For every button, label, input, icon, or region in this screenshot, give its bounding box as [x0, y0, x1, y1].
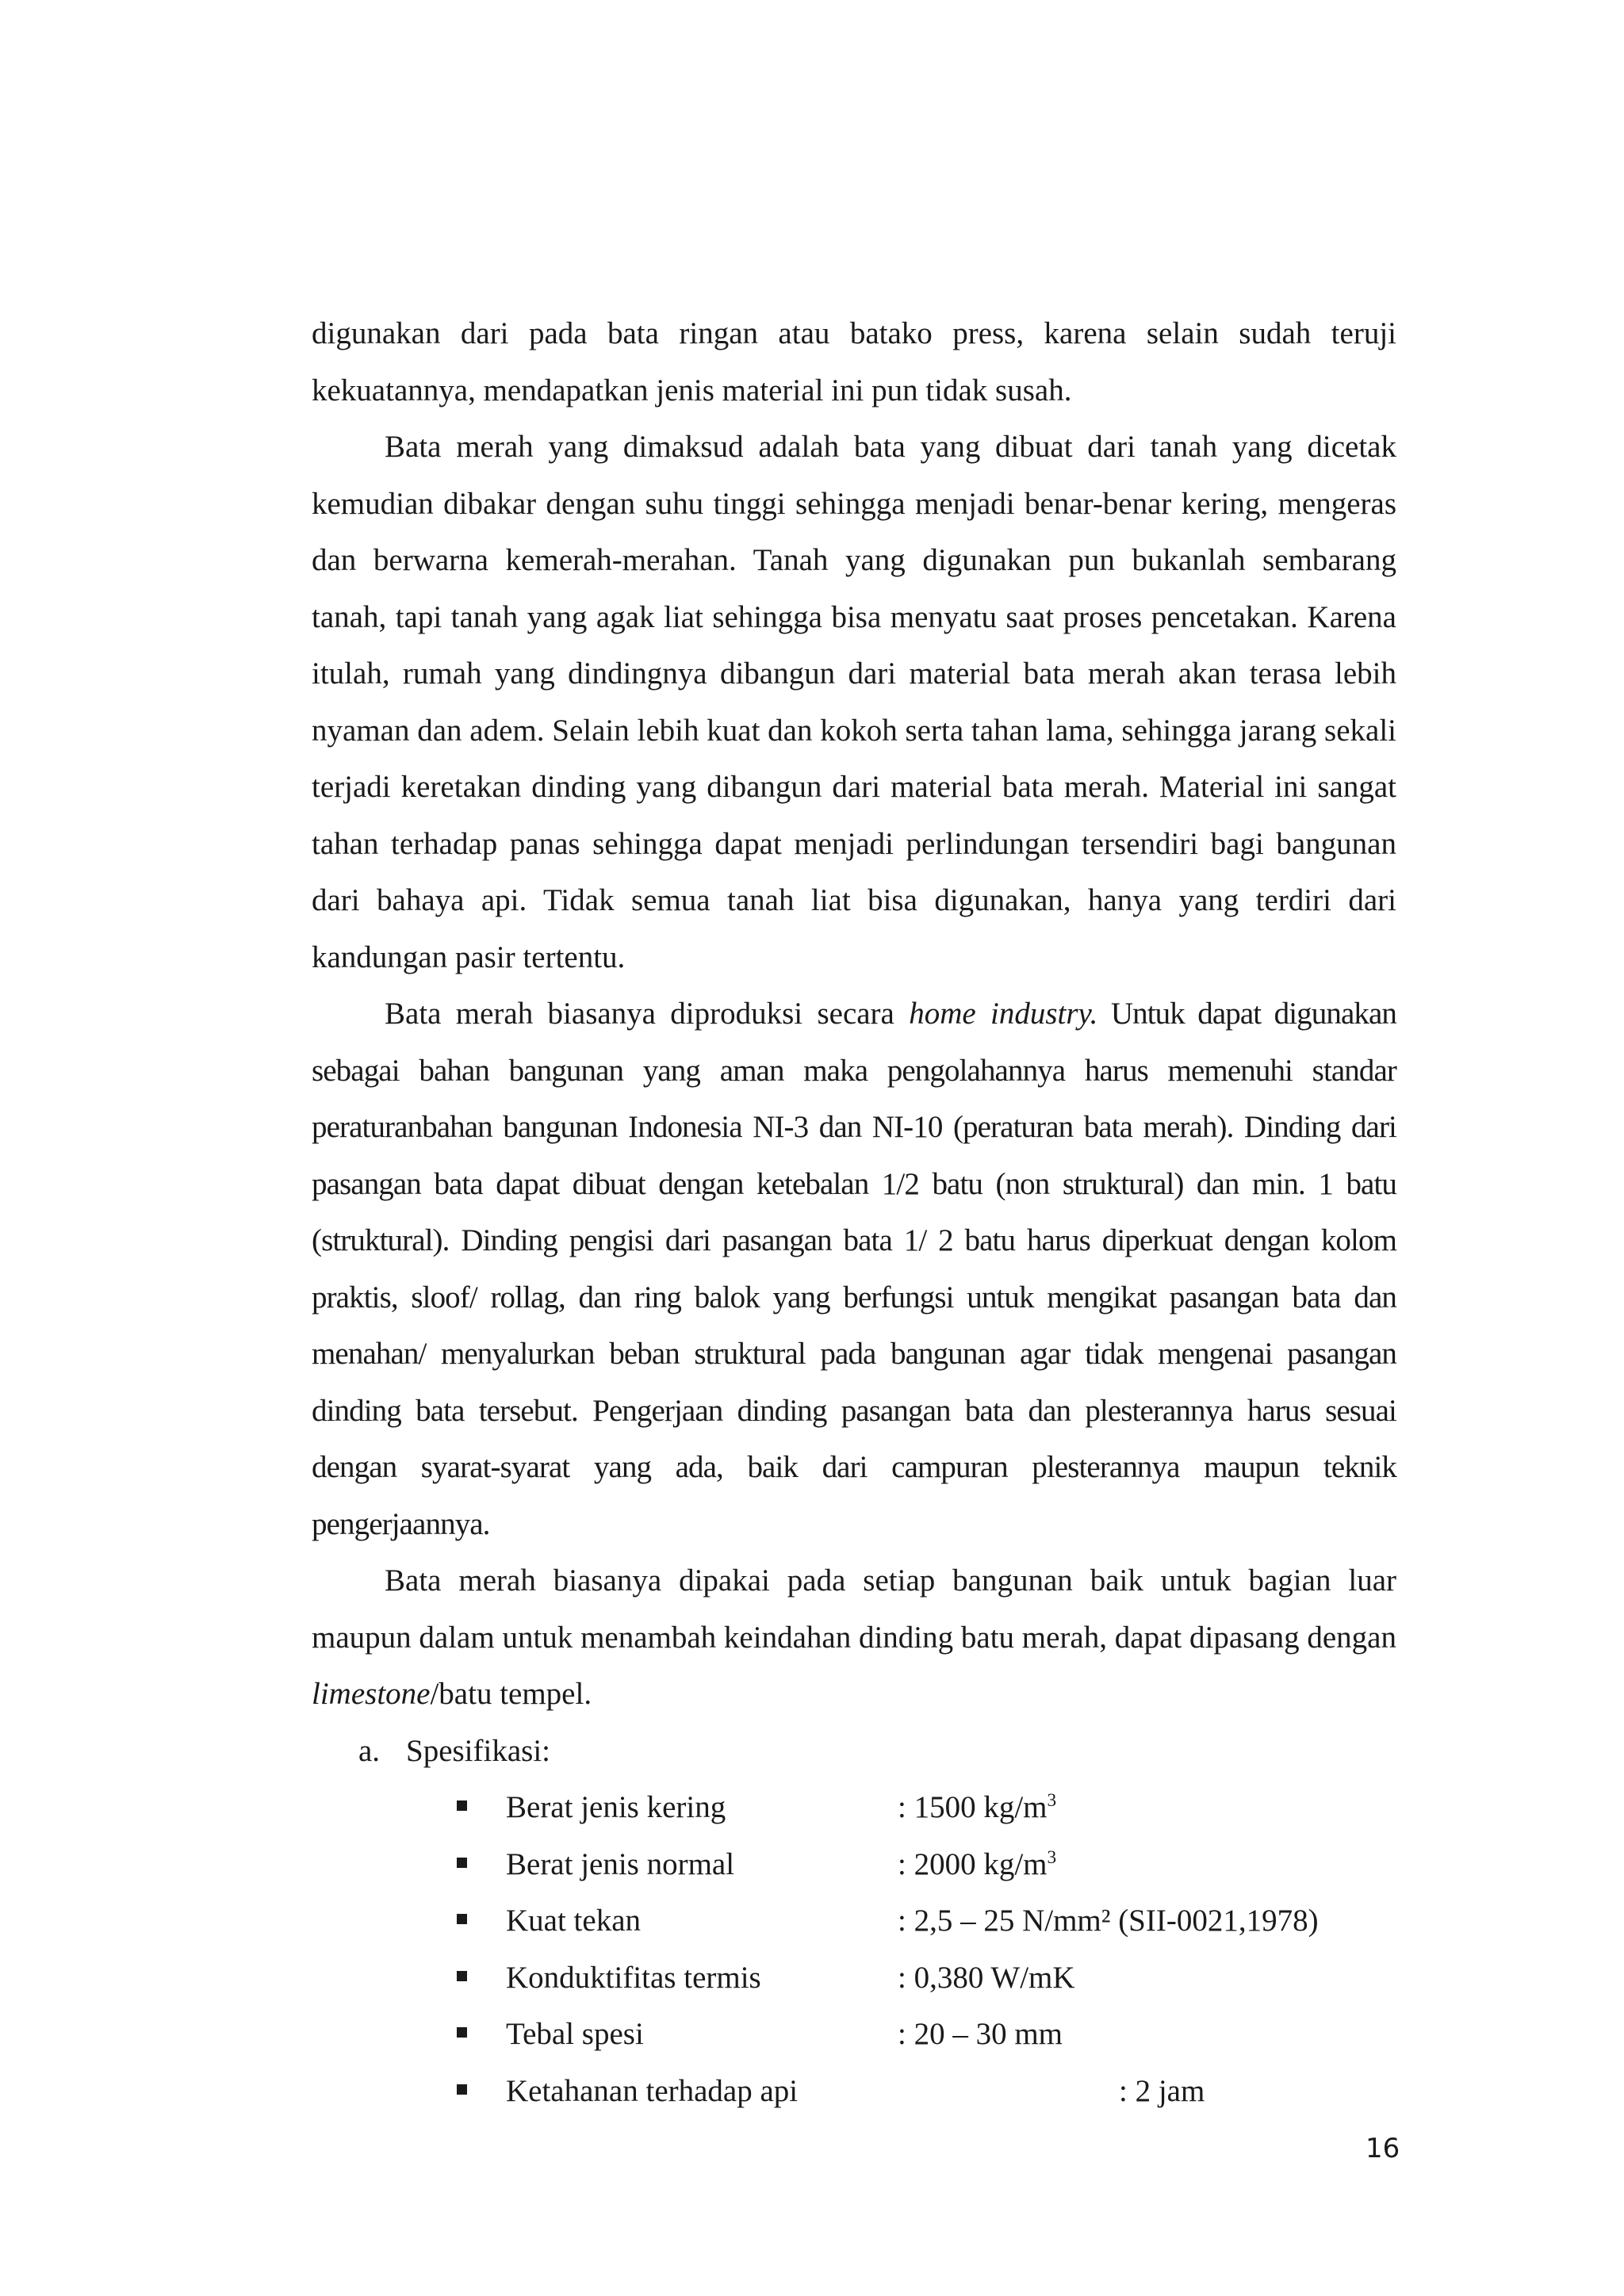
- list-marker: a.: [358, 1733, 381, 1768]
- spec-value: [898, 1950, 1075, 2007]
- spec-value-text: : 1500 kg/m: [898, 1790, 1048, 1824]
- spec-value-text: : 20 – 30 mm: [898, 2017, 1063, 2051]
- spec-item: [312, 2063, 1396, 2120]
- spec-label: Tebal spesi: [506, 2017, 644, 2051]
- page-number: 16: [1365, 2133, 1400, 2164]
- spec-item: [312, 1779, 1396, 1836]
- spec-label: Konduktifitas termis: [506, 1960, 761, 1995]
- spec-value: [898, 2006, 1063, 2063]
- spec-label: Kuat tekan: [506, 1904, 642, 1938]
- paragraph-2: Bata merah yang dimaksud adalah bata yang dibuat dari tanah yang dicetak kemudian dibakar dengan suhu tinggi sehingga menjadi benar-benar kering, mengeras dan berwarna kemerah-merahan. Tanah yang digunakan pun bukanlah sembarang tanah, tapi tanah yang agak liat sehingga bisa menyatu saat proses pencetakan. Karena itulah, rumah yang dindingnya dibangun dari material bata merah akan terasa lebih nyaman dan adem. Selain lebih kuat dan kokoh serta tahan lama, sehingga jarang sekali terjadi keretakan dinding yang dibangun dari material bata merah. Material ini sangat tahan terhadap panas sehingga dapat menjadi perlindungan tersendiri bagi bangunan dari bahaya api. Tidak semua tanah liat bisa digunakan, hanya yang terdiri dari kandungan pasir tertentu.: [312, 430, 1396, 974]
- paragraph-3-body: Untuk dapat digunakan sebagai bahan bangunan yang aman maka pengolahannya harus memenuhi standar peraturanbahan bangunan Indonesia NI-3 dan NI-10 (peraturan bata merah). Dinding dari pasangan bata dapat dibuat dengan ketebalan 1/2 batu (non struktural) dan min. 1 batu (struktural). Dinding pengisi dari pasangan bata 1/ 2 batu harus diperkuat dengan kolom praktis, sloof/ rollag, dan ring balok yang berfungsi untuk mengikat pasangan bata dan menahan/ menyalurkan beban struktural pada bangunan agar tidak mengenai pasangan dinding bata tersebut. Pengerjaan dinding pasangan bata dan plesterannya harus sesuai dengan syarat-syarat yang ada, baik dari campuran plesterannya maupun teknik pengerjaannya.: [312, 997, 1396, 1541]
- spec-value-text: : 2000 kg/m: [898, 1846, 1048, 1881]
- spec-item: [312, 1892, 1396, 1950]
- square-bullet-icon: [457, 2027, 467, 2038]
- spec-label: Berat jenis kering: [506, 1790, 726, 1824]
- paragraph-1: digunakan dari pada bata ringan atau batako press, karena selain sudah teruji kekuatannya, mendapatkan jenis material ini pun tidak susah.: [312, 316, 1396, 408]
- spec-item: [312, 1836, 1396, 1893]
- paragraph-3: [312, 985, 1396, 1552]
- spec-value: [1119, 2063, 1205, 2120]
- square-bullet-icon: [457, 1971, 467, 1981]
- square-bullet-icon: [457, 2084, 467, 2095]
- paragraph-3-lead: Bata merah biasanya diproduksi secara: [385, 997, 910, 1031]
- square-bullet-icon: [457, 1800, 467, 1811]
- paragraph-4-italic: limestone: [312, 1677, 431, 1711]
- paragraph-4-tail: /batu tempel.: [430, 1677, 592, 1711]
- square-bullet-icon: [457, 1914, 467, 1924]
- spec-title: Spesifikasi:: [406, 1733, 550, 1768]
- spec-value: [898, 1779, 1056, 1836]
- body-text: [312, 305, 1396, 2119]
- spec-label: Ketahanan terhadap api: [506, 2073, 799, 2108]
- paragraph-4: [312, 1552, 1396, 1723]
- spec-value-text: : 2 jam: [1119, 2073, 1205, 2108]
- paragraph-3-italic: home industry.: [909, 997, 1098, 1031]
- spec-heading: [312, 1723, 1396, 1780]
- spec-value-superscript: 3: [1047, 1790, 1057, 1811]
- square-bullet-icon: [457, 1858, 467, 1868]
- spec-list: [312, 1779, 1396, 2119]
- spec-value-text: : 2,5 – 25 N/mm² (SII-0021,1978): [898, 1904, 1319, 1938]
- paragraph-4-lead: Bata merah biasanya dipakai pada setiap bangunan baik untuk bagian luar maupun dalam untuk menambah keindahan dinding batu merah, dapat dipasang dengan: [312, 1563, 1396, 1655]
- spec-value-superscript: 3: [1047, 1846, 1057, 1868]
- spec-value: [898, 1836, 1056, 1893]
- spec-value-text: : 0,380 W/mK: [898, 1960, 1075, 1995]
- spec-item: [312, 2006, 1396, 2063]
- spec-label: Berat jenis normal: [506, 1846, 735, 1881]
- spec-item: [312, 1950, 1396, 2007]
- spec-value: [898, 1892, 1319, 1950]
